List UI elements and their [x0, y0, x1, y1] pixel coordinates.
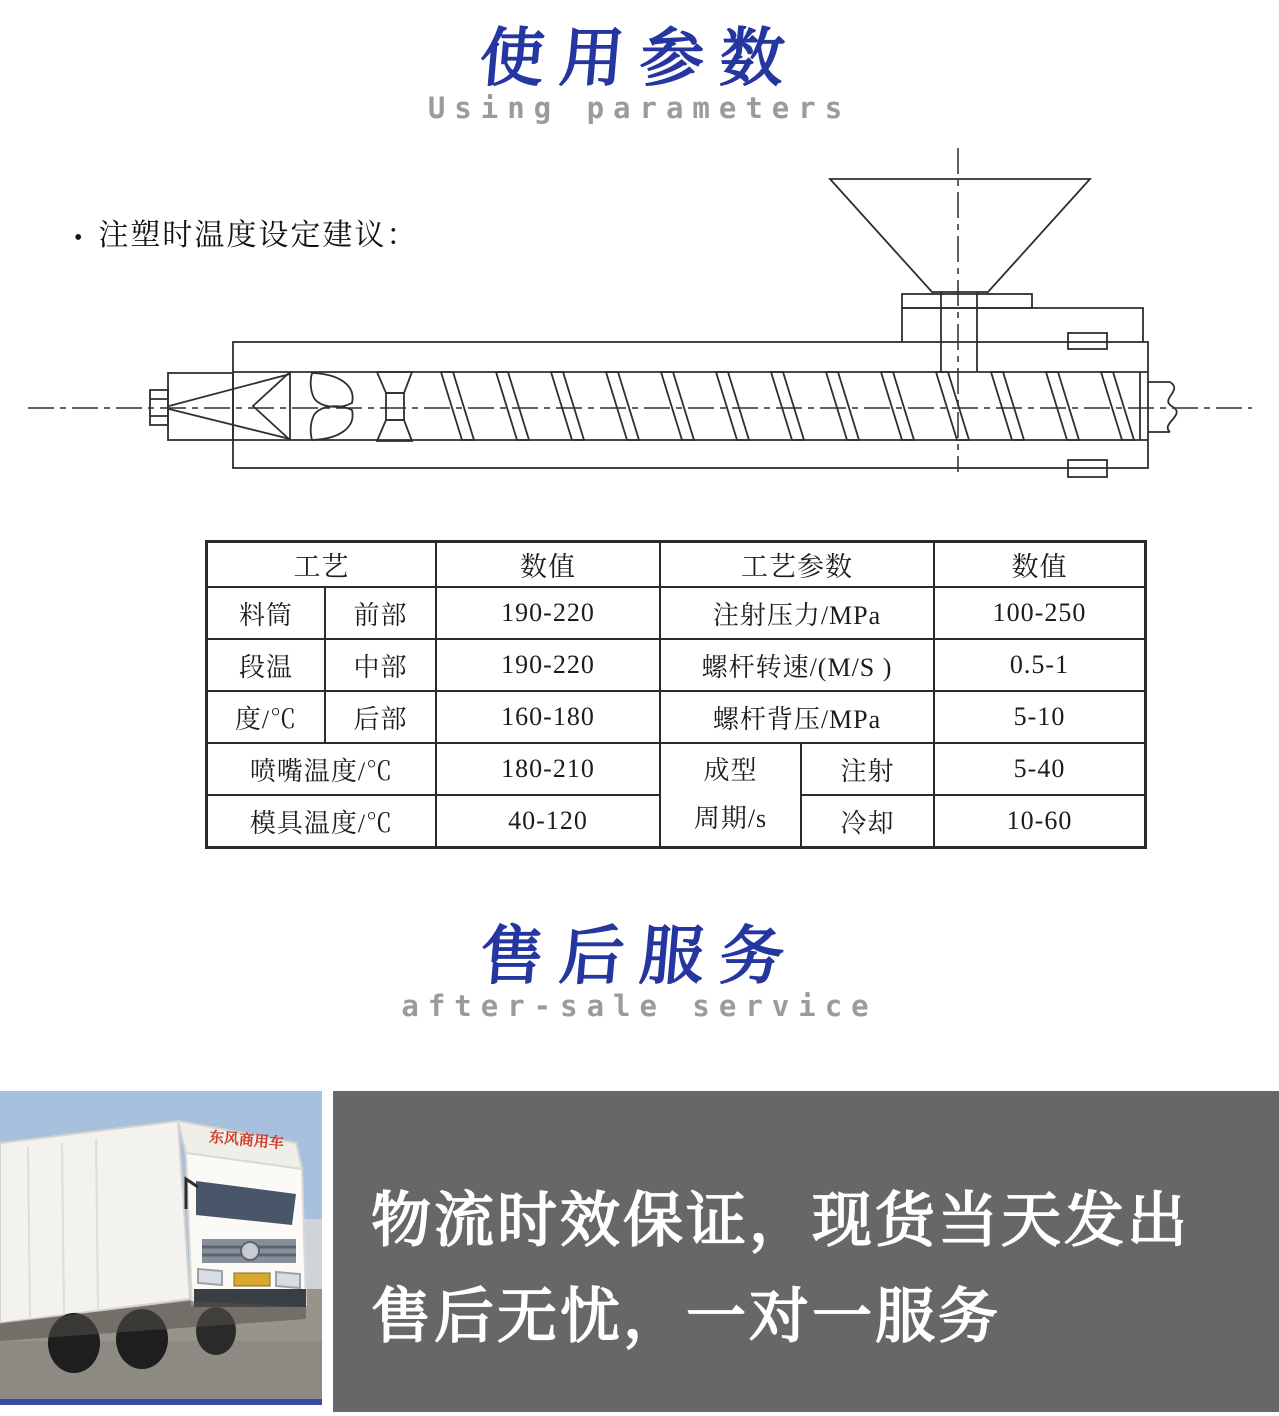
value-cell: 10-60 — [934, 795, 1146, 848]
hopper-funnel — [830, 179, 1090, 292]
screw-shaft — [1148, 382, 1170, 432]
table-row — [207, 691, 1146, 743]
param-cell-molding-cycle — [660, 743, 801, 848]
service-banner — [0, 1091, 1279, 1416]
section-title-en: after-sale service — [401, 989, 878, 1023]
table-row — [207, 743, 1146, 795]
screw-collar — [386, 393, 404, 420]
truck-photo — [0, 1091, 322, 1405]
value-cell: 180-210 — [436, 743, 660, 795]
section-title-en: Using parameters — [427, 91, 852, 125]
shaft-break — [1168, 382, 1177, 432]
value-cell: 5-10 — [934, 691, 1146, 743]
param-cell: 前部 — [325, 587, 436, 639]
param-cell: 冷却 — [801, 795, 934, 848]
param-cell: 中部 — [325, 639, 436, 691]
value-cell: 5-40 — [934, 743, 1146, 795]
hopper-flange-plate — [902, 294, 1032, 308]
param-cell: 螺杆转速/(M/S ) — [660, 639, 934, 691]
process-parameter-table — [205, 540, 1147, 849]
nozzle-body — [168, 373, 233, 440]
hopper-neck — [941, 292, 977, 372]
header-value-right: 数值 — [934, 542, 1146, 588]
param-cell: 料筒 — [207, 587, 326, 639]
param-cell: 度/℃ — [207, 691, 326, 743]
service-text-panel — [333, 1091, 1279, 1412]
nozzle-cone — [169, 374, 290, 439]
param-cell: 螺杆背压/MPa — [660, 691, 934, 743]
table-header-row — [207, 542, 1146, 588]
value-cell: 40-120 — [436, 795, 660, 848]
check-ring-upper — [311, 373, 353, 407]
value-cell: 190-220 — [436, 587, 660, 639]
barrel-outline — [233, 342, 1148, 468]
molding-cycle-line1: 成型 — [703, 755, 758, 785]
header-value-left: 数值 — [436, 542, 660, 588]
truck-illustration — [0, 1091, 322, 1399]
service-line-2: 售后无忧，一对一服务 — [371, 1283, 1001, 1350]
param-cell: 段温 — [207, 639, 326, 691]
param-cell: 后部 — [325, 691, 436, 743]
header-process: 工艺 — [207, 542, 437, 588]
injection-machine-diagram — [0, 140, 1279, 520]
after-sale-title-block — [0, 920, 1279, 1023]
value-cell: 190-220 — [436, 639, 660, 691]
header-process-params: 工艺参数 — [660, 542, 934, 588]
screw-flights — [441, 372, 1134, 440]
molding-cycle-line2: 周期/s — [693, 804, 768, 833]
mount-pad-top — [1068, 333, 1107, 349]
param-cell: 注射压力/MPa — [660, 587, 934, 639]
param-cell: 注射 — [801, 743, 934, 795]
table-row — [207, 639, 1146, 691]
value-cell: 0.5-1 — [934, 639, 1146, 691]
temperature-suggestion-text: 注塑时温度设定建议： — [98, 219, 419, 252]
value-cell: 100-250 — [934, 587, 1146, 639]
section-title-cn: 使用参数 — [476, 22, 803, 94]
table-row — [207, 587, 1146, 639]
value-cell: 160-180 — [436, 691, 660, 743]
check-ring-lower — [311, 406, 353, 440]
truck-banner-text: 东风商用车 — [208, 1128, 285, 1153]
using-parameters-title-block — [0, 22, 1279, 125]
param-cell: 喷嘴温度/℃ — [207, 743, 437, 795]
param-cell: 模具温度/℃ — [207, 795, 437, 848]
service-line-1: 物流时效保证，现货当天发出 — [371, 1187, 1190, 1254]
section-title-cn: 售后服务 — [476, 920, 803, 992]
bullet-icon: • — [74, 225, 85, 251]
